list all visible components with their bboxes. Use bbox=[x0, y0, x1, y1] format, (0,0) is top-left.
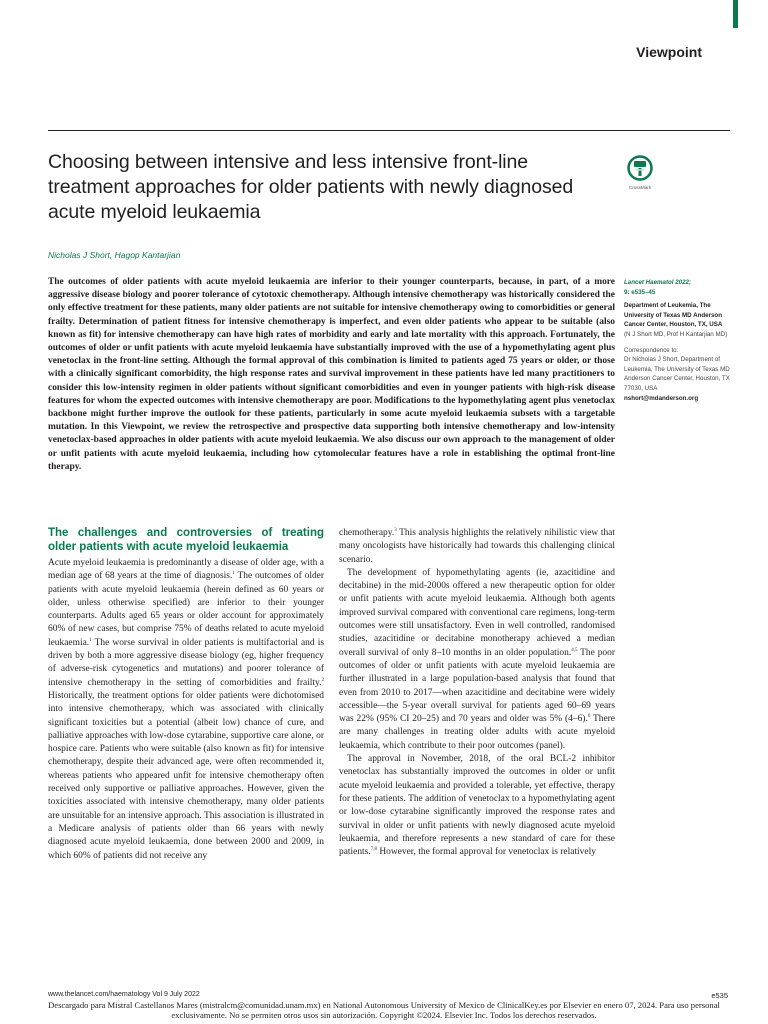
citation-volume: 9: e535–45 bbox=[624, 288, 656, 296]
section-heading: The challenges and controversies of treating older patients with acute myeloid leukaemia bbox=[48, 527, 324, 553]
reference-marker[interactable]: 6 bbox=[587, 714, 591, 720]
body-text: The poor outcomes of older or unfit patients with acute myeloid leukaemia are further illustrated in a large population-based analysis that found that even from 2010 to 2017—when azacitidine and decitabine were widely accessible—the 5-year overall survival for patients aged 60–69 years was 22% (95% CI 20–25) and 70 years and older was 5% (4–6). bbox=[339, 647, 615, 725]
body-text: The worse survival in older patients is multifactorial and is driven by both a more aggressive disease biology (eg, higher frequency of adverse-risk cytogenetics and mutations) and poorer tolerance of intensive chemotherapy in the setting of comorbidities and frailty. bbox=[48, 637, 324, 688]
body-paragraph bbox=[48, 557, 324, 863]
affiliation-authors: (N J Short MD, Prof H Kantarjian MD) bbox=[624, 330, 728, 338]
body-paragraph bbox=[339, 567, 615, 753]
body-text: This analysis highlights the relatively nihilistic view that many oncologists have historically had towards this challenging clinical scenario. bbox=[339, 528, 615, 565]
body-text: However, the formal approval for venetoclax is relatively bbox=[376, 847, 596, 858]
citation bbox=[624, 278, 736, 297]
body-column-2 bbox=[339, 527, 615, 859]
body-text: chemotherapy. bbox=[339, 528, 395, 538]
body-text: The outcomes of older patients with acute myeloid leukaemia (herein defined as 60 years or older, unless otherwise specified) are inferior to their younger counterparts. Adults aged 65 years or older account for approximately 60% of new cases, but comprise 75% of deaths related to acute myeloid leukaemia. bbox=[48, 571, 324, 648]
affiliation: Department of Leukemia, The University of Texas MD Anderson Cancer Center, Houston, TX, USA bbox=[624, 302, 723, 329]
download-notice: Descargado para Mistral Castellanos Mares (mistralcm@comunidad.unam.mx) en National Autonomous University of Mexico de ClinicalKey.es por Elsevier en enero 07, 2024. Para uso personal exclusivamente. No se permiten otros usos sin autorización. Copyright ©2024. Elsevier Inc. Todos los derechos reservados. bbox=[48, 1000, 720, 1020]
reference-marker[interactable]: 3 bbox=[394, 527, 397, 533]
article-title: Choosing between intensive and less intensive front-line treatment approaches for older patients with newly diagnosed acute myeloid leukaemia bbox=[48, 151, 574, 223]
body-text: Acute myeloid leukaemia is predominantly a disease of older age, with a median age of 68 years at the time of diagnosis. bbox=[48, 558, 324, 582]
body-text: The approval in November, 2018, of the oral BCL-2 inhibitor venetoclax has substantially improved the outcomes in older or unfit acute myeloid leukaemia and provided a tolerable, yet effective, therapy for these patients. The addition of venetoclax to a hypomethylating agent or low-dose cytarabine significantly improved the response rates and survival in older or unfit patients with newly diagnosed acute myeloid leukaemia, and therefore represents a new standard of care for these patients. bbox=[339, 754, 615, 858]
correspondence-email[interactable]: nshort@mdanderson.org bbox=[624, 394, 699, 402]
body-text: Historically, the treatment options for older patients were dichotomised into intensive chemotherapy, which was associated with clinically significant toxicities but a potential (albeit low) chance of cure, and palliative approaches with low-dose cytarabine, supportive care alone, or hospice care. Patients who were suitable (also known as fit) for intensive chemotherapy, despite their advanced age, were often recommended it, whereas patients who appeared unfit for intensive chemotherapy often received only supportive or palliative approaches. However, given the toxicities associated with intensive chemotherapy, many older patients are unsuitable for an intensive approach. This association is illustrated in a Medicare analysis of patients older than 66 years with newly diagnosed acute myeloid leukaemia, done between 2000 and 2009, in which 60% of patients did not receive any bbox=[48, 690, 324, 861]
footer-journal-url[interactable]: www.thelancet.com/haematology Vol 9 July 2022 bbox=[48, 991, 200, 998]
page-number: e535 bbox=[711, 991, 728, 1000]
reference-marker[interactable]: 2 bbox=[321, 677, 324, 683]
section-label: Viewpoint bbox=[636, 44, 702, 60]
article-sidebar bbox=[624, 278, 736, 403]
crossmark-icon[interactable] bbox=[626, 155, 654, 193]
reference-marker[interactable]: 1 bbox=[232, 571, 235, 577]
citation-journal: Lancet Haematol 2022; bbox=[624, 279, 692, 286]
header-divider bbox=[48, 130, 730, 131]
author-list: Nicholas J Short, Hagop Kantarjian bbox=[48, 250, 181, 260]
correspondence-address: Dr Nicholas J Short, Department of Leukemia, The University of Texas MD Anderson Cancer Center, Houston, TX 77030, USA bbox=[624, 356, 730, 392]
crossmark-label: CrossMark bbox=[628, 185, 652, 190]
body-paragraph bbox=[339, 753, 615, 859]
correspondence-label: Correspondence to: bbox=[624, 346, 679, 354]
section-color-tab bbox=[733, 0, 738, 28]
reference-marker[interactable]: 4,5 bbox=[571, 647, 578, 653]
abstract: The outcomes of older patients with acute myeloid leukaemia are inferior to their younger counterparts, because, in part, of a more aggressive disease biology and poorer tolerance of cytotoxic chemotherapy. Although intensive chemotherapy was historically considered the only effective treatment for these patients, many older patients are not suitable for intensive chemotherapy owing to comorbidities or general frailty. Determination of patient fitness for intensive chemotherapy is imperfect, and even older patients who appear to be suitable (also known as fit) for intensive chemotherapy can have high rates of morbidity and early and late mortality with this approach. Fortunately, the outcomes of older or unfit patients with acute myeloid leukaemia have substantially improved with the use of a hypomethylating agent plus venetoclax in the front-line setting. Although the formal approval of this combination is limited to patients aged 75 years or older, or those with a clinically significant comorbidity, the high response rates and survival improvement in these patients have led many practitioners to consider this low-intensity regimen in older patients without significant comorbidities and even in younger patients with high-risk disease features for whom the expected outcomes with intensive chemotherapy are poor. Modifications to the hypomethylating agent plus venetoclax backbone might further improve the outlook for these patients, particularly in some acute myeloid leukaemia subsets with a targetable mutation. In this Viewpoint, we review the retrospective and prospective data supporting both intensive chemotherapy and low-intensity venetoclax-based approaches in older patients with acute myeloid leukaemia. We also discuss our own approach to the management of older or unfit patients with acute myeloid leukaemia, including how cytomolecular features have a role in establishing the optimal front-line therapy. bbox=[48, 277, 615, 472]
body-text: The development of hypomethylating agents (ie, azacitidine and decitabine) in the mid-2000s offered a new therapeutic option for older or unfit patients with acute myeloid leukaemia. Although both agents improved survival compared with conventional care regimens, long-term outcomes were still unsatisfactory. Even in well controlled, randomised studies, azacitidine or decitabine monotherapy achieved a median overall survival of only 8–10 months in an older population. bbox=[339, 567, 615, 658]
body-paragraph bbox=[339, 527, 615, 567]
reference-marker[interactable]: 7,8 bbox=[370, 846, 377, 852]
body-text: There are many challenges in treating older adults with acute myeloid leukaemia, which contribute to their poor outcomes (panel). bbox=[339, 714, 615, 751]
reference-marker[interactable]: 1 bbox=[89, 637, 92, 643]
body-column-1 bbox=[48, 527, 324, 863]
